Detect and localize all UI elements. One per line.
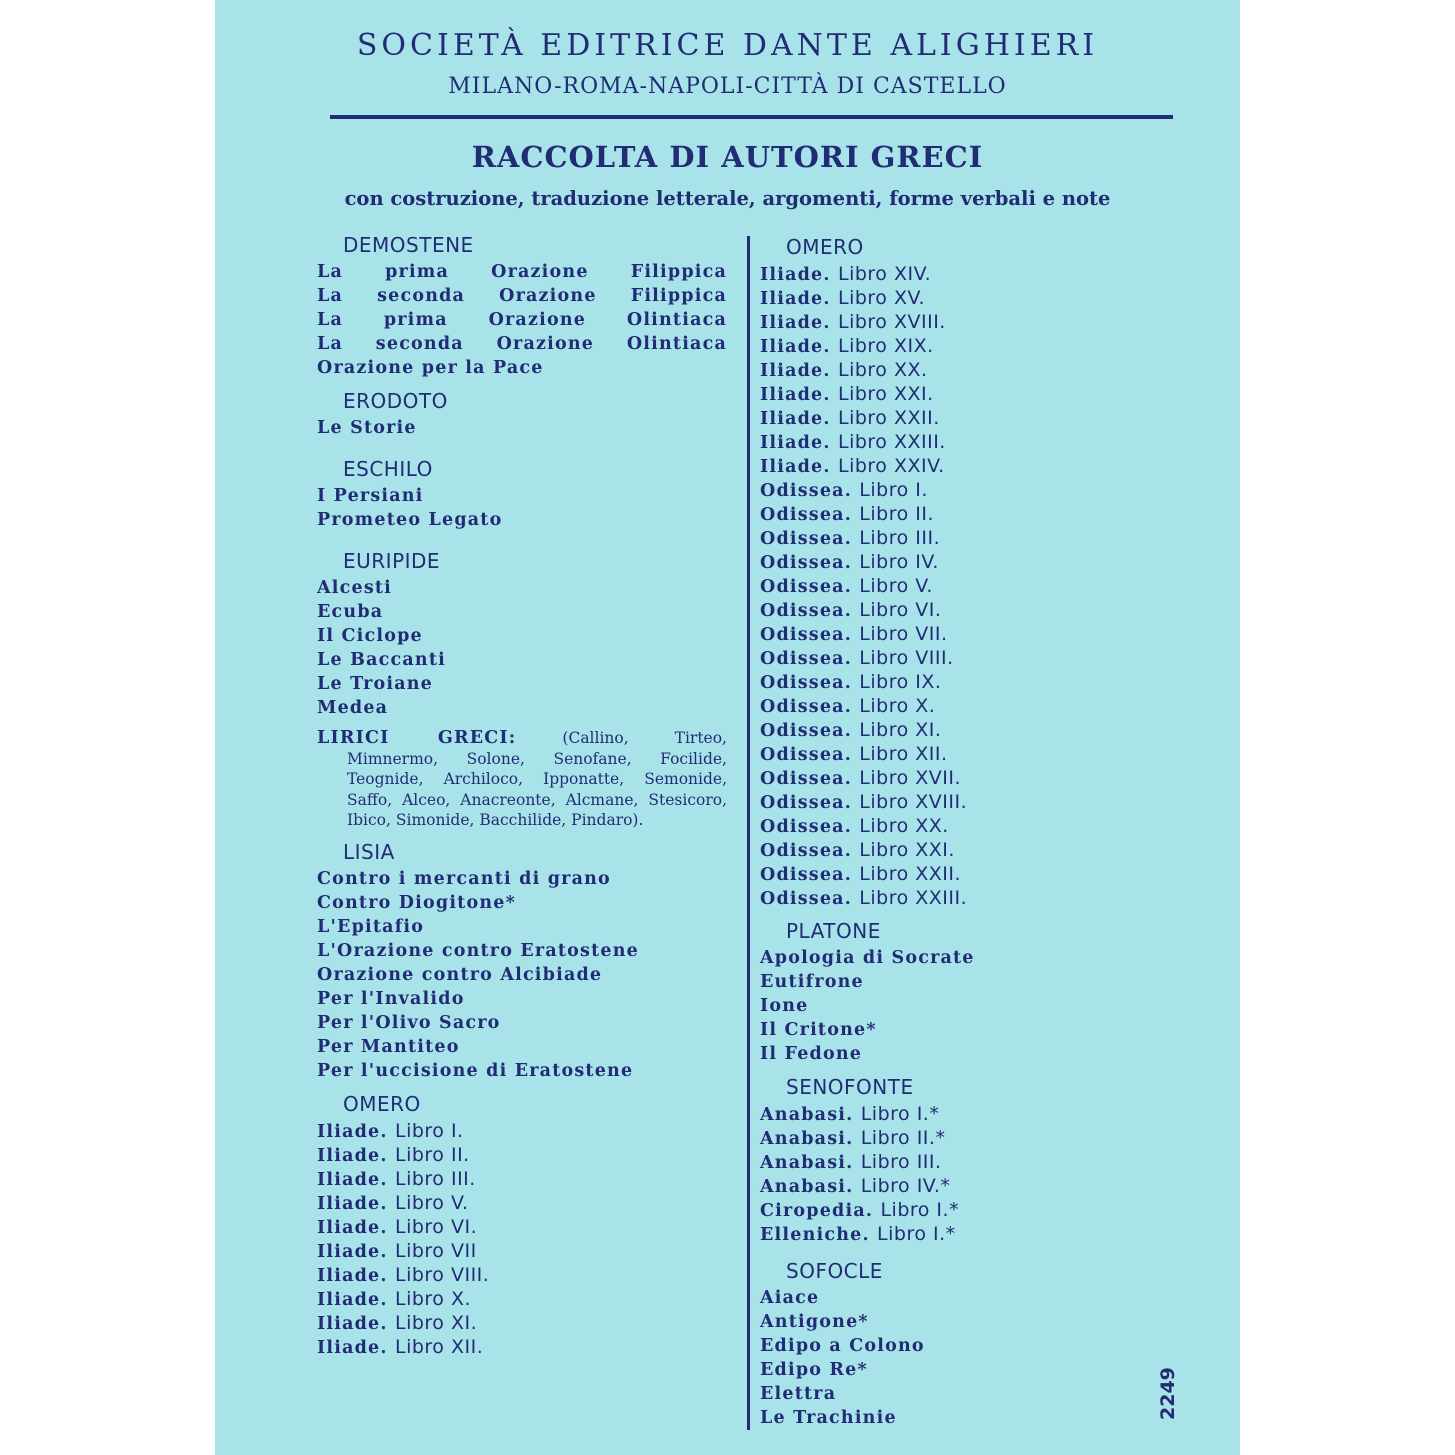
work-title: Medea [317, 698, 389, 718]
right-column [760, 232, 1060, 1430]
work-title [760, 646, 1060, 670]
work-book: Libro IV. [859, 551, 939, 573]
work-title [760, 310, 1060, 334]
publisher-cities: MILANO-ROMA-NAPOLI-CITTÀ DI CASTELLO [448, 74, 1007, 99]
work-title: Antigone* [760, 1312, 869, 1332]
publisher-name: SOCIETÀ EDITRICE DANTE ALIGHIERI [356, 28, 1099, 63]
work-title [760, 406, 1060, 430]
work-book: Libro X. [394, 1287, 472, 1310]
work-book: Libro XXIII. [837, 431, 946, 453]
work-book: Libro II. [859, 503, 935, 525]
author-heading: LISIA [343, 839, 395, 864]
work-book: Libro VI. [394, 1215, 478, 1238]
work-title: L'Epitafio [317, 916, 425, 937]
work-book: Libro I. [859, 479, 928, 501]
work-name: Iliade. [317, 1289, 388, 1310]
work-book: Libro VII [394, 1239, 477, 1262]
work-name: Iliade. [317, 1169, 388, 1190]
work-title [317, 1311, 727, 1335]
work-title: Il Fedone [760, 1044, 863, 1064]
work-book: Libro XX. [859, 815, 949, 837]
author-heading: EURIPIDE [343, 549, 441, 573]
work-name: Odissea. [760, 745, 852, 765]
work-title [760, 1126, 1060, 1150]
work-title: Elettra [760, 1384, 837, 1404]
work-name: Odissea. [760, 529, 852, 549]
omero-works-list [760, 262, 1060, 910]
work-title [760, 1198, 1060, 1222]
work-title: La seconda Orazione Filippica [317, 286, 727, 306]
work-title: Alcesti [317, 578, 392, 598]
work-name: Iliade. [760, 361, 831, 381]
work-title [317, 1143, 727, 1167]
work-name: Iliade. [760, 289, 831, 309]
work-title: Orazione per la Pace [317, 358, 544, 378]
work-title: Le Storie [317, 418, 417, 438]
lirici-authors: Mimnermo, Solone, Senofane, Focilide, Teognide, Archiloco, Ipponatte, Semonide, Saffo, Alceo, Anacreonte, Alcmane, Stesicoro, Ibico, Simonide, Bacchilide, Pindaro). [347, 749, 727, 829]
author-heading: PLATONE [786, 919, 881, 943]
author-heading: SOFOCLE [786, 1259, 883, 1283]
work-title: Per l'Invalido [317, 988, 465, 1009]
work-name: Anabasi. [760, 1177, 854, 1197]
author-heading: OMERO [343, 1091, 421, 1116]
work-title: La prima Orazione Olintiaca [317, 310, 727, 330]
work-title [760, 430, 1060, 454]
work-title [760, 838, 1060, 862]
work-book: Libro XXII. [837, 407, 940, 429]
work-title [760, 526, 1060, 550]
work-book: Libro XIX. [837, 335, 934, 357]
work-name: Iliade. [317, 1217, 388, 1238]
work-title: Apologia di Socrate [760, 948, 975, 968]
lirici-first-authors: (Callino, Tirteo, [562, 729, 727, 747]
work-name: Odissea. [760, 601, 852, 621]
work-title [317, 1119, 727, 1143]
catalog-card [215, 0, 1240, 1455]
work-name: Iliade. [317, 1145, 388, 1166]
work-book: Libro I. [394, 1119, 464, 1142]
work-book: Libro XXII. [859, 863, 962, 885]
work-book: Libro III. [394, 1167, 476, 1190]
work-title [760, 382, 1060, 406]
work-title: Per l'Olivo Sacro [317, 1012, 501, 1033]
work-book: Libro III. [860, 1151, 942, 1173]
work-title [760, 478, 1060, 502]
work-title: Le Baccanti [317, 650, 446, 670]
author-heading: DEMOSTENE [343, 233, 474, 257]
lirici-heading: LIRICI GRECI: [317, 728, 517, 748]
lirici-first-line [317, 728, 727, 749]
work-name: Iliade. [317, 1313, 388, 1334]
work-book: Libro XIV. [837, 263, 932, 285]
series-title: RACCOLTA DI AUTORI GRECI [471, 140, 984, 174]
work-title [317, 1215, 727, 1239]
work-title [317, 1239, 727, 1263]
work-book: Libro XXIII. [859, 887, 968, 909]
work-title [760, 502, 1060, 526]
author-heading: SENOFONTE [786, 1075, 914, 1099]
work-book: Libro VIII. [859, 647, 954, 669]
work-book: Libro II.* [860, 1127, 946, 1149]
work-book: Libro X. [859, 695, 936, 717]
work-title: Eutifrone [760, 972, 864, 992]
work-title: La prima Orazione Filippica [317, 262, 727, 282]
work-name: Odissea. [760, 481, 852, 501]
work-name: Iliade. [317, 1121, 388, 1142]
work-name: Odissea. [760, 721, 852, 741]
work-title [760, 766, 1060, 790]
work-title: Ione [760, 996, 809, 1016]
work-book: Libro XI. [394, 1311, 478, 1334]
work-title: Le Troiane [317, 674, 434, 694]
senofonte-works-list [760, 1102, 1060, 1246]
work-name: Iliade. [317, 1193, 388, 1214]
author-heading: ERODOTO [343, 389, 448, 413]
work-name: Iliade. [317, 1337, 388, 1358]
work-book: Libro I.* [880, 1199, 960, 1221]
work-book: Libro V. [394, 1191, 469, 1214]
work-book: Libro II. [394, 1143, 470, 1166]
work-book: Libro IV.* [860, 1175, 951, 1197]
work-title [760, 454, 1060, 478]
work-title: Contro i mercanti di grano [317, 868, 611, 889]
work-title [317, 1167, 727, 1191]
work-name: Odissea. [760, 889, 852, 909]
work-title [760, 334, 1060, 358]
work-book: Libro III. [859, 527, 941, 549]
work-name: Odissea. [760, 697, 852, 717]
work-title: Prometeo Legato [317, 510, 503, 530]
work-name: Anabasi. [760, 1105, 854, 1125]
work-name: Iliade. [760, 265, 831, 285]
author-heading: ESCHILO [343, 457, 433, 481]
work-book: Libro XVIII. [837, 311, 946, 333]
work-title [760, 1150, 1060, 1174]
work-name: Iliade. [760, 409, 831, 429]
work-name: Odissea. [760, 817, 852, 837]
work-book: Libro XV. [837, 287, 926, 309]
work-title: Aiace [760, 1288, 820, 1308]
work-title: Per l'uccisione di Eratostene [317, 1060, 634, 1081]
work-book: Libro XVII. [859, 767, 962, 789]
work-title [760, 718, 1060, 742]
work-name: Odissea. [760, 673, 852, 693]
work-book: Libro XX. [837, 359, 928, 381]
work-title [317, 1191, 727, 1215]
work-title: Il Critone* [760, 1020, 877, 1040]
work-title [760, 670, 1060, 694]
work-title [317, 1287, 727, 1311]
work-title: Orazione contro Alcibiade [317, 964, 603, 985]
work-title [760, 262, 1060, 286]
work-book: Libro XXI. [859, 839, 955, 861]
work-title [760, 286, 1060, 310]
work-name: Iliade. [317, 1265, 388, 1286]
work-name: Ciropedia. [760, 1201, 874, 1221]
work-title: Il Ciclope [317, 626, 423, 646]
work-book: Libro XVIII. [859, 791, 968, 813]
work-title [760, 1222, 1060, 1246]
work-name: Odissea. [760, 865, 852, 885]
work-title: Ecuba [317, 602, 384, 622]
left-column [317, 230, 727, 1359]
work-name: Odissea. [760, 625, 852, 645]
column-divider [747, 236, 750, 1430]
work-title [760, 742, 1060, 766]
work-title: Per Mantiteo [317, 1036, 460, 1057]
work-title [760, 694, 1060, 718]
work-title: Contro Diogitone* [317, 892, 516, 913]
work-book: Libro XII. [859, 743, 948, 765]
work-title: La seconda Orazione Olintiaca [317, 334, 727, 354]
series-subtitle: con costruzione, traduzione letterale, argomenti, forme verbali e note [344, 187, 1111, 210]
work-title: Edipo Re* [760, 1360, 868, 1380]
work-title [760, 814, 1060, 838]
work-name: Odissea. [760, 769, 852, 789]
work-book: Libro V. [859, 575, 933, 597]
work-book: Libro I.* [877, 1223, 956, 1245]
work-title: I Persiani [317, 486, 424, 506]
work-book: Libro XII. [394, 1335, 484, 1358]
work-book: Libro XXIV. [837, 455, 945, 477]
work-title [760, 598, 1060, 622]
work-name: Elleniche. [760, 1225, 870, 1245]
work-name: Odissea. [760, 553, 852, 573]
work-title [760, 358, 1060, 382]
work-title [760, 886, 1060, 910]
work-name: Iliade. [760, 337, 831, 357]
work-name: Odissea. [760, 841, 852, 861]
work-book: Libro VII. [859, 623, 948, 645]
work-title [760, 550, 1060, 574]
work-book: Libro XXI. [837, 383, 934, 405]
work-name: Iliade. [760, 385, 831, 405]
work-title [760, 574, 1060, 598]
work-name: Iliade. [760, 457, 831, 477]
work-title [760, 862, 1060, 886]
work-title [760, 1102, 1060, 1126]
work-name: Iliade. [760, 433, 831, 453]
author-heading: OMERO [786, 235, 864, 259]
work-name: Odissea. [760, 577, 852, 597]
work-title: Edipo a Colono [760, 1336, 925, 1356]
work-name: Anabasi. [760, 1129, 854, 1149]
work-title [317, 1335, 727, 1359]
work-book: Libro XI. [859, 719, 942, 741]
work-title [760, 1174, 1060, 1198]
header-rule [330, 115, 1173, 119]
work-name: Odissea. [760, 793, 852, 813]
work-name: Odissea. [760, 505, 852, 525]
work-name: Anabasi. [760, 1153, 854, 1173]
work-book: Libro I.* [860, 1103, 940, 1125]
work-book: Libro IX. [859, 671, 942, 693]
work-title: Le Trachinie [760, 1408, 897, 1428]
work-name: Odissea. [760, 649, 852, 669]
work-book: Libro VIII. [394, 1263, 490, 1286]
work-title: L'Orazione contro Eratostene [317, 940, 639, 961]
work-title [760, 790, 1060, 814]
work-title [317, 1263, 727, 1287]
work-name: Iliade. [317, 1241, 388, 1262]
catalog-number: 2249 [1157, 1367, 1179, 1420]
lirici-greci-entry [317, 728, 727, 831]
work-name: Iliade. [760, 313, 831, 333]
work-book: Libro VI. [859, 599, 942, 621]
work-title [760, 622, 1060, 646]
